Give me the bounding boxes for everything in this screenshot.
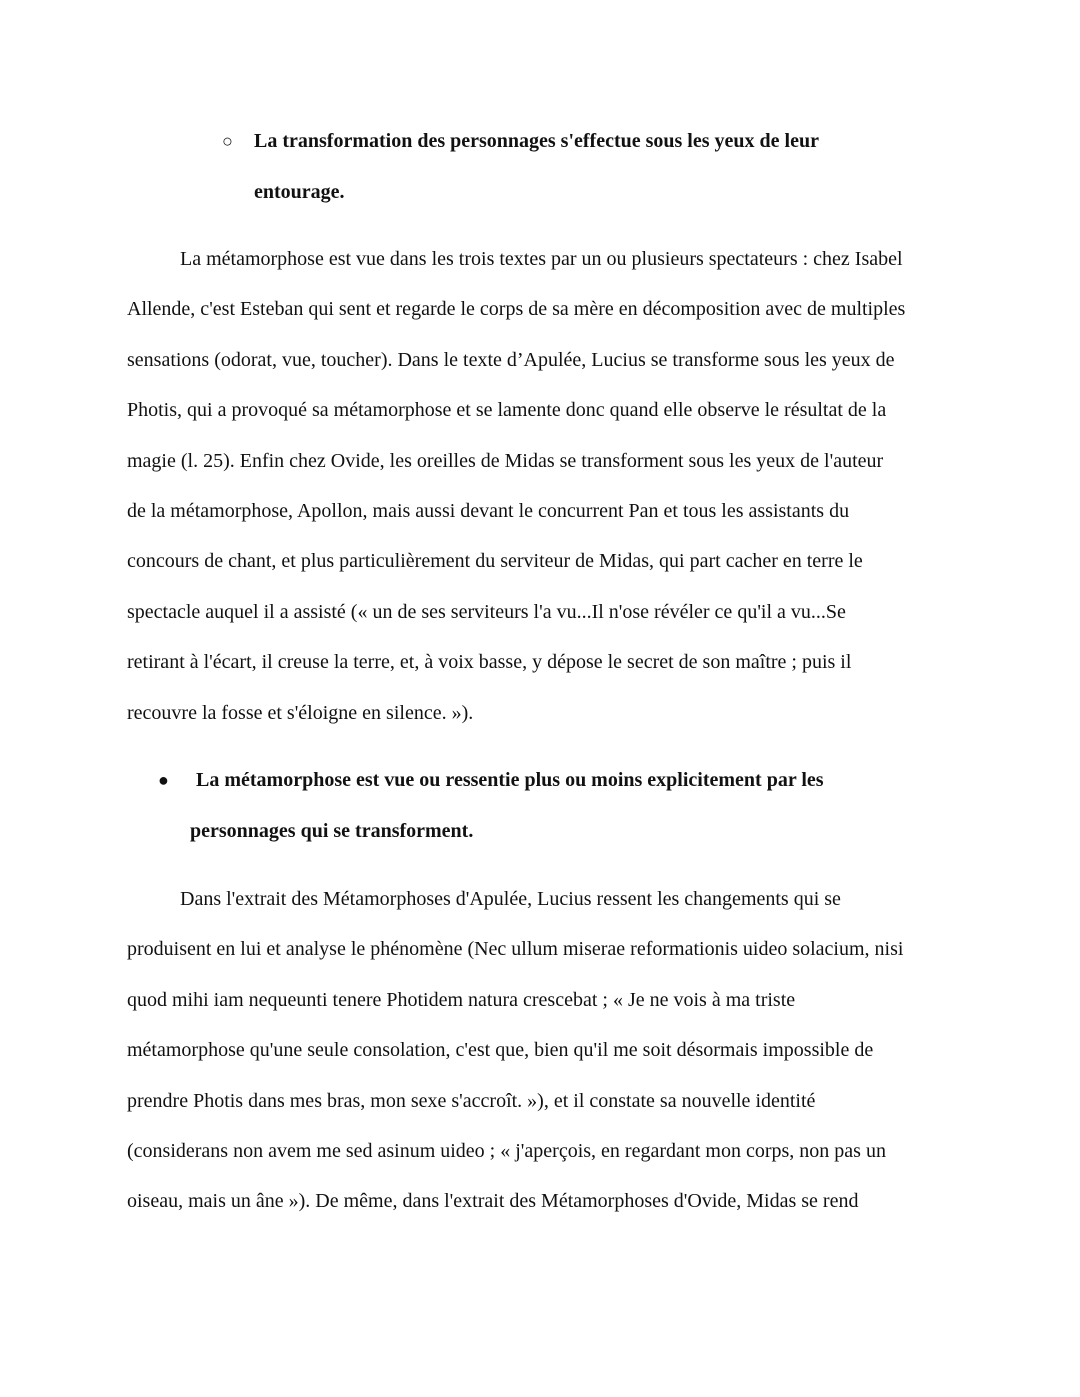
- section-2-paragraph: [127, 874, 957, 1227]
- paragraph-line: retirant à l'écart, il creuse la terre, et, à voix basse, y dépose le secret de son maître ; puis il: [127, 651, 852, 674]
- paragraph-line: recouvre la fosse et s'éloigne en silence. »).: [127, 701, 474, 724]
- paragraph-line: produisent en lui et analyse le phénomène (Nec ullum miserae reformationis uideo solacium, nisi: [127, 938, 904, 961]
- heading-line: entourage.: [254, 181, 345, 203]
- paragraph-line: Photis, qui a provoqué sa métamorphose et se lamente donc quand elle observe le résultat de la: [127, 399, 887, 422]
- section-1-paragraph: [127, 234, 957, 738]
- heading-line: La métamorphose est vue ou ressentie plus ou moins explicitement par les: [196, 769, 824, 791]
- paragraph-line: Allende, c'est Esteban qui sent et regarde le corps de sa mère en décomposition avec de multiples: [127, 298, 906, 321]
- hollow-bullet-icon: ○: [222, 131, 233, 151]
- paragraph-line: Dans l'extrait des Métamorphoses d'Apulée, Lucius ressent les changements qui se: [180, 888, 841, 910]
- paragraph-line: métamorphose qu'une seule consolation, c'est que, bien qu'il me soit désormais impossible de: [127, 1039, 874, 1062]
- paragraph-line: (considerans non avem me sed asinum uideo ; « j'aperçois, en regardant mon corps, non pas un: [127, 1140, 886, 1163]
- paragraph-line: concours de chant, et plus particulièrement du serviteur de Midas, qui part cacher en terre le: [127, 550, 863, 573]
- heading-line: La transformation des personnages s'effectue sous les yeux de leur: [254, 130, 819, 152]
- paragraph-line: spectacle auquel il a assisté (« un de ses serviteurs l'a vu...Il n'ose révéler ce qu'il a vu...Se: [127, 600, 846, 623]
- paragraph-line: La métamorphose est vue dans les trois textes par un ou plusieurs spectateurs : chez Isabel: [180, 248, 903, 270]
- paragraph-line: sensations (odorat, vue, toucher). Dans le texte d’Apulée, Lucius se transforme sous les yeux de: [127, 348, 895, 371]
- paragraph-line: quod mihi iam nequeunti tenere Photidem natura crescebat ; « Je ne vois à ma triste: [127, 988, 796, 1011]
- paragraph-line: de la métamorphose, Apollon, mais aussi devant le concurrent Pan et tous les assistants du: [127, 500, 850, 523]
- section-1-heading: [254, 116, 894, 218]
- paragraph-line: oiseau, mais un âne »). De même, dans l'extrait des Métamorphoses d'Ovide, Midas se rend: [127, 1190, 859, 1213]
- section-2-heading: [190, 755, 890, 857]
- paragraph-line: prendre Photis dans mes bras, mon sexe s'accroît. »), et il constate sa nouvelle identité: [127, 1089, 816, 1112]
- filled-bullet-icon: ●: [158, 770, 169, 790]
- paragraph-line: magie (l. 25). Enfin chez Ovide, les oreilles de Midas se transforment sous les yeux de l'auteur: [127, 449, 884, 472]
- heading-line: personnages qui se transforment.: [190, 820, 474, 842]
